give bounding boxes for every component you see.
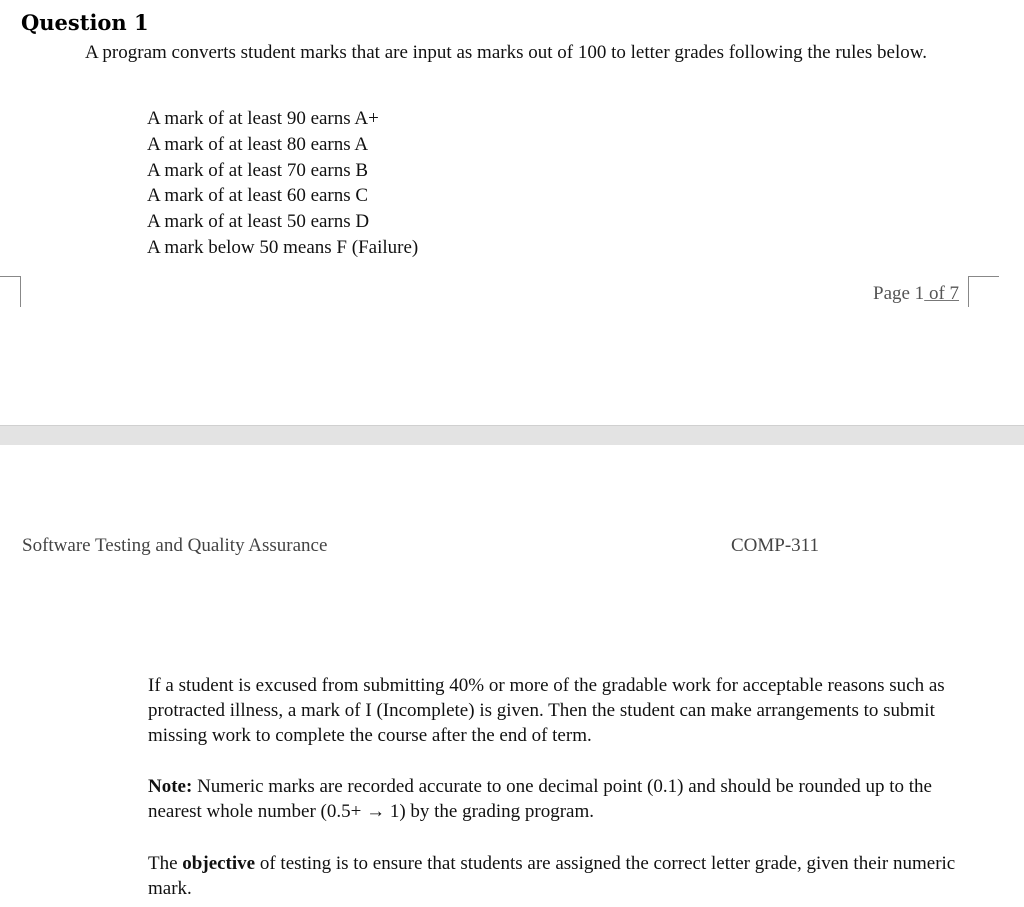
note-label: Note:: [148, 776, 193, 797]
header-course-name: Software Testing and Quality Assurance: [22, 535, 328, 556]
note-text: Numeric marks are recorded accurate to one decimal point (0.1) and should be rounded up to the nearest whole number (0.5+ → 1) by the grading program.: [148, 776, 932, 822]
page-separator: [0, 425, 1024, 447]
grading-rule: A mark below 50 means F (Failure): [147, 236, 419, 258]
question-intro: A program converts student marks that are input as marks out of 100 to letter grades following the rules below.: [85, 42, 927, 63]
grading-rule: A mark of at least 70 earns B: [147, 159, 369, 181]
objective-bold: objective: [182, 853, 256, 874]
grading-rules-list: [147, 106, 418, 261]
crop-mark-right: [968, 276, 999, 307]
objective-pre: The: [148, 853, 183, 874]
grading-rule: A mark of at least 60 earns C: [147, 185, 369, 207]
crop-mark-left: [0, 276, 21, 307]
page-number: [873, 283, 959, 305]
grading-rule: A mark of at least 80 earns A: [147, 133, 369, 155]
grading-rule: A mark of at least 50 earns D: [147, 211, 370, 233]
question-title: Question 1: [21, 10, 149, 35]
document-page-1: [0, 0, 1024, 425]
page-number-label: Page 1: [873, 283, 925, 304]
incomplete-paragraph: If a student is excused from submitting 40% or more of the gradable work for acceptable reasons such as protracted illness, a mark of I (Incomplete) is given. Then the student can make arrangements to submit missing work to complete the course after the end of term.: [148, 675, 945, 746]
objective-paragraph: [148, 851, 978, 901]
note-paragraph: [148, 774, 978, 824]
objective-post: of testing is to ensure that students are assigned the correct letter grade, given their numeric mark.: [148, 853, 956, 899]
grading-rule: A mark of at least 90 earns A+: [147, 108, 379, 129]
header-course-code: COMP-311: [731, 535, 819, 556]
page-number-total: of 7: [924, 283, 960, 304]
